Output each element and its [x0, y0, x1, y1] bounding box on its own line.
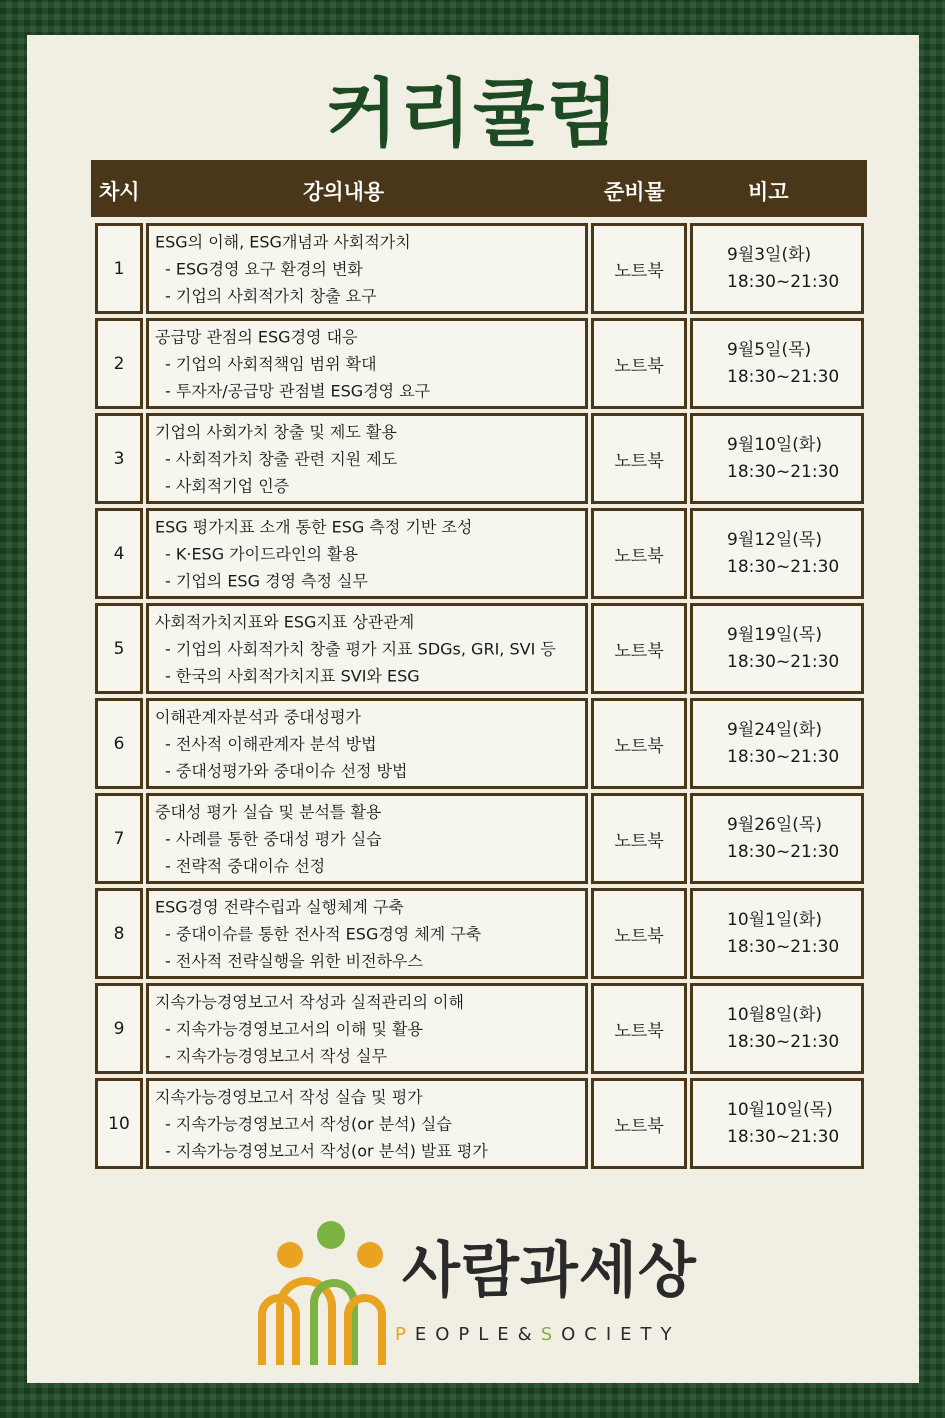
table-row: [91, 886, 867, 981]
schedule-date: 9월12일(목): [727, 529, 822, 550]
cell-no: [95, 793, 143, 884]
preparation-item: 노트북: [614, 831, 664, 851]
lecture-content: [155, 703, 408, 784]
cell-content: [146, 793, 588, 884]
cell-no: [95, 413, 143, 504]
schedule-date: 10월8일(화): [727, 1004, 822, 1025]
cell-content: [146, 318, 588, 409]
lecture-content: [155, 513, 472, 594]
curriculum-poster: [27, 35, 919, 1383]
schedule-date: 9월3일(화): [727, 244, 812, 265]
header-note: 비고: [748, 180, 789, 204]
lecture-topic: 기업의 사회가치 창출 및 제도 활용: [155, 422, 397, 441]
schedule-time: 18:30~21:30: [727, 556, 840, 577]
page-title: 커리큘럼: [326, 71, 620, 157]
lecture-topic: ESG경영 전략수립과 실행체계 구축: [155, 897, 404, 916]
cell-no: [95, 318, 143, 409]
session-number: 5: [113, 638, 125, 659]
lecture-subtopic: - 기업의 사회적가치 창출 평가 지표 SDGs, GRI, SVI 등: [165, 639, 556, 658]
schedule-date: 9월19일(목): [727, 624, 822, 645]
cell-content: [146, 223, 588, 314]
lecture-subtopic: - 중대이슈를 통한 전사적 ESG경영 체계 구축: [165, 924, 482, 943]
preparation-item: 노트북: [614, 926, 664, 946]
schedule: [727, 907, 839, 961]
cell-content: [146, 508, 588, 599]
schedule-time: 18:30~21:30: [727, 366, 840, 387]
cell-note: [690, 318, 864, 409]
cell-note: [690, 603, 864, 694]
lecture-subtopic: - 사회적기업 인증: [165, 476, 290, 495]
table-row: [91, 506, 867, 601]
lecture-subtopic: - 기업의 사회적가치 창출 요구: [165, 286, 377, 305]
preparation-item: 노트북: [614, 546, 664, 566]
lecture-subtopic: - 지속가능경영보고서 작성(or 분석) 실습: [165, 1114, 452, 1133]
cell-prep: [591, 318, 687, 409]
lecture-subtopic: - 투자자/공급망 관점별 ESG경영 요구: [165, 381, 431, 400]
table-row: [91, 791, 867, 886]
cell-note: [690, 983, 864, 1074]
preparation-item: 노트북: [614, 1116, 664, 1136]
schedule: [727, 527, 839, 581]
cell-no: [95, 698, 143, 789]
lecture-subtopic: - 전략적 중대이슈 선정: [165, 856, 326, 875]
schedule: [727, 1097, 839, 1151]
lecture-subtopic: - 한국의 사회적가치지표 SVI와 ESG: [165, 666, 420, 685]
lecture-subtopic: - 전사적 이해관계자 분석 방법: [165, 734, 377, 753]
schedule-time: 18:30~21:30: [727, 746, 840, 767]
preparation-item: 노트북: [614, 1021, 664, 1041]
schedule-time: 18:30~21:30: [727, 461, 840, 482]
session-number: 3: [113, 448, 125, 469]
lecture-content: [155, 893, 481, 974]
table-row: [91, 696, 867, 791]
preparation-item: 노트북: [614, 261, 664, 281]
cell-no: [95, 983, 143, 1074]
session-number: 2: [113, 353, 125, 374]
schedule-date: 9월24일(화): [727, 719, 822, 740]
session-number: 1: [113, 258, 125, 279]
lecture-subtopic: - 사례를 통한 중대성 평가 실습: [165, 829, 382, 848]
cell-content: [146, 698, 588, 789]
lecture-content: [155, 1083, 488, 1164]
schedule-date: 9월26일(목): [727, 814, 822, 835]
header-no: 차시: [99, 180, 140, 204]
logo-name-korean: 사람과세상: [402, 1236, 697, 1306]
cell-content: [146, 413, 588, 504]
cell-prep: [591, 223, 687, 314]
lecture-topic: 이해관계자분석과 중대성평가: [155, 707, 362, 726]
curriculum-table: [91, 160, 867, 1171]
lecture-subtopic: - 사회적가치 창출 관련 지원 제도: [165, 449, 398, 468]
lecture-topic: 지속가능경영보고서 작성 실습 및 평가: [155, 1087, 423, 1106]
session-number: 6: [113, 733, 125, 754]
schedule-time: 18:30~21:30: [727, 651, 840, 672]
schedule: [727, 432, 839, 486]
logo-name-english: PEOPLE&SOCIETY: [395, 1324, 681, 1345]
cell-prep: [591, 413, 687, 504]
cell-note: [690, 888, 864, 979]
company-logo: [232, 1215, 752, 1365]
lecture-topic: 공급망 관점의 ESG경영 대응: [155, 327, 358, 346]
cell-prep: [591, 888, 687, 979]
cell-note: [690, 698, 864, 789]
header-content: 강의내용: [303, 180, 385, 204]
lecture-content: [155, 418, 397, 499]
cell-note: [690, 793, 864, 884]
schedule-date: 9월5일(목): [727, 339, 812, 360]
session-number: 10: [108, 1113, 130, 1134]
table-row: [91, 316, 867, 411]
session-number: 4: [113, 543, 125, 564]
cell-note: [690, 413, 864, 504]
lecture-subtopic: - 지속가능경영보고서의 이해 및 활용: [165, 1019, 423, 1038]
preparation-item: 노트북: [614, 641, 664, 661]
table-row: [91, 411, 867, 506]
cell-note: [690, 508, 864, 599]
lecture-subtopic: - 전사적 전략실행을 위한 비전하우스: [165, 951, 423, 970]
lecture-content: [155, 323, 430, 404]
lecture-subtopic: - 지속가능경영보고서 작성 실무: [165, 1046, 387, 1065]
cell-prep: [591, 698, 687, 789]
schedule-date: 10월1일(화): [727, 909, 822, 930]
cell-prep: [591, 603, 687, 694]
schedule-date: 10월10일(목): [727, 1099, 833, 1120]
lecture-topic: ESG의 이해, ESG개념과 사회적가치: [155, 232, 411, 251]
schedule: [727, 337, 839, 391]
lecture-subtopic: - ESG경영 요구 환경의 변화: [165, 259, 363, 278]
preparation-item: 노트북: [614, 356, 664, 376]
people-logo-icon: [232, 1215, 392, 1365]
table-row: [91, 1076, 867, 1171]
schedule-date: 9월10일(화): [727, 434, 822, 455]
lecture-subtopic: - 기업의 사회적책임 범위 확대: [165, 354, 377, 373]
cell-content: [146, 603, 588, 694]
header-prep: 준비물: [604, 180, 665, 204]
table-body: [91, 221, 867, 1171]
cell-no: [95, 508, 143, 599]
cell-prep: [591, 508, 687, 599]
schedule-time: 18:30~21:30: [727, 271, 840, 292]
schedule: [727, 622, 839, 676]
cell-no: [95, 603, 143, 694]
cell-prep: [591, 983, 687, 1074]
cell-no: [95, 888, 143, 979]
cell-no: [95, 1078, 143, 1169]
lecture-content: [155, 798, 382, 879]
lecture-subtopic: - 지속가능경영보고서 작성(or 분석) 발표 평가: [165, 1141, 488, 1160]
cell-content: [146, 983, 588, 1074]
lecture-subtopic: - 기업의 ESG 경영 측정 실무: [165, 571, 368, 590]
cell-prep: [591, 793, 687, 884]
table-row: [91, 221, 867, 316]
schedule-time: 18:30~21:30: [727, 1031, 840, 1052]
lecture-subtopic: - 중대성평가와 중대이슈 선정 방법: [165, 761, 408, 780]
lecture-topic: 사회적가치지표와 ESG지표 상관관계: [155, 612, 415, 631]
session-number: 9: [113, 1018, 125, 1039]
cell-content: [146, 1078, 588, 1169]
cell-note: [690, 1078, 864, 1169]
table-row: [91, 601, 867, 696]
session-number: 7: [113, 828, 125, 849]
schedule-time: 18:30~21:30: [727, 1126, 840, 1147]
schedule: [727, 717, 839, 771]
cell-note: [690, 223, 864, 314]
lecture-content: [155, 228, 411, 309]
table-header: [91, 160, 867, 217]
preparation-item: 노트북: [614, 451, 664, 471]
lecture-topic: ESG 평가지표 소개 통한 ESG 측정 기반 조성: [155, 517, 473, 536]
schedule: [727, 242, 839, 296]
table-row: [91, 981, 867, 1076]
schedule-time: 18:30~21:30: [727, 936, 840, 957]
schedule: [727, 1002, 839, 1056]
lecture-subtopic: - K·ESG 가이드라인의 활용: [165, 544, 358, 563]
preparation-item: 노트북: [614, 736, 664, 756]
cell-no: [95, 223, 143, 314]
schedule-time: 18:30~21:30: [727, 841, 840, 862]
schedule: [727, 812, 839, 866]
lecture-topic: 중대성 평가 실습 및 분석틀 활용: [155, 802, 382, 821]
cell-prep: [591, 1078, 687, 1169]
lecture-content: [155, 988, 464, 1069]
lecture-topic: 지속가능경영보고서 작성과 실적관리의 이해: [155, 992, 464, 1011]
session-number: 8: [113, 923, 125, 944]
lecture-content: [155, 608, 556, 689]
cell-content: [146, 888, 588, 979]
